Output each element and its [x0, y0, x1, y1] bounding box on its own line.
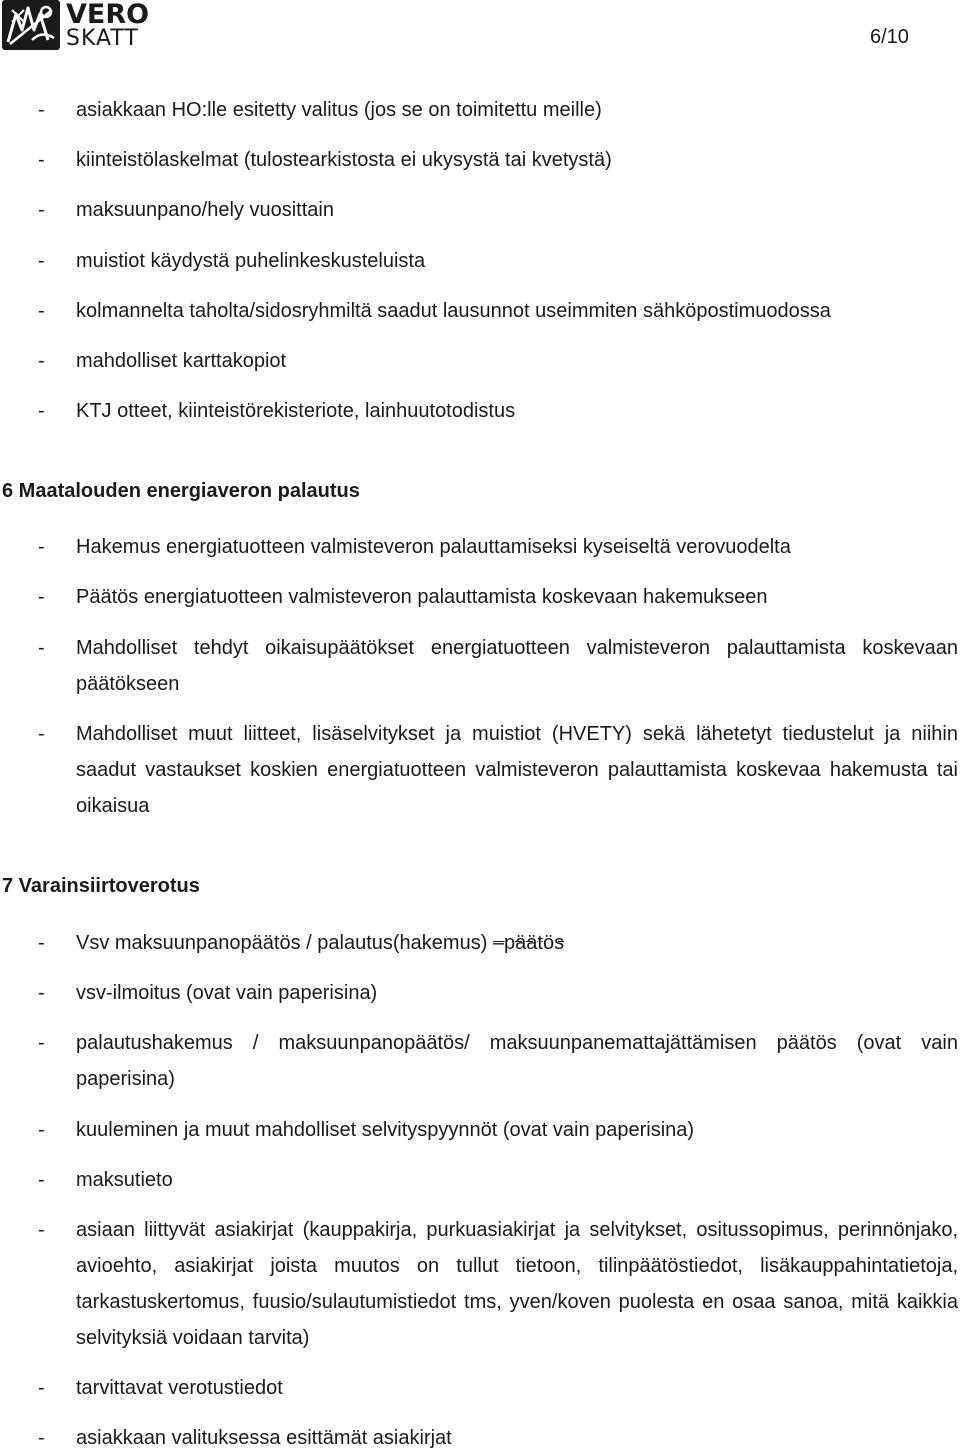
list-dash: -	[38, 400, 45, 422]
list-item-text	[76, 925, 958, 961]
list-dash: -	[38, 637, 45, 659]
list-item-text: kiinteistölaskelmat (tulostearkistosta ei ukysystä tai kvetystä)	[76, 149, 612, 171]
list-item-text: tarvittavat verotustiedot	[76, 1377, 283, 1399]
list-dash: -	[38, 723, 45, 745]
list-item-text: Päätös energiatuotteen valmisteveron palauttamista koskevaan hakemukseen	[76, 586, 768, 608]
list-dash: -	[38, 982, 45, 1004]
logo-skatt-text: SKATT	[66, 25, 139, 51]
list-item-text: Hakemus energiatuotteen valmisteveron palauttamiseksi kyseiseltä verovuodelta	[76, 536, 791, 558]
list-dash: -	[38, 536, 45, 558]
list-item-text: kuuleminen ja muut mahdolliset selvityspyynnöt (ovat vain paperisina)	[76, 1119, 695, 1141]
list-dash: -	[38, 99, 45, 121]
list-item-text: palautushakemus / maksuunpanopäätös/ maksuunpanemattajättämisen päätös (ovat vain paperisina)	[76, 1032, 958, 1090]
vero-skatt-logo	[2, 0, 149, 50]
list-item-text: Mahdolliset muut liitteet, lisäselvitykset ja muistiot (HVETY) sekä lähetetyt tiedustelut ja niihin saadut vastaukset koskien energiatuotteen valmisteveron palauttamista koskevaa hakemusta tai oikaisua	[76, 723, 958, 817]
section-heading-6: 6 Maatalouden energiaveron palautus	[2, 480, 360, 502]
list-item-text: Mahdolliset tehdyt oikaisupäätökset energiatuotteen valmisteveron palauttamista koskevaan päätökseen	[76, 637, 958, 695]
list-item-text: maksuunpano/hely vuosittain	[76, 199, 334, 221]
list-dash: -	[38, 1377, 45, 1399]
list-item-text: asiaan liittyvät asiakirjat (kauppakirja, purkuasiakirjat ja selvitykset, ositussopimus, perinnönjako, avioehto, asiakirjat joista muutos on tullut tietoon, tilinpäätöstiedot, lisäkauppahintatietoja, tarkastuskertomus, fuusio/sulautumistiedot tms, yven/koven puolesta en osaa sanoa, mitä kaikkia selvityksiä voidaan tarvita)	[76, 1219, 958, 1349]
vero-emblem-icon	[2, 0, 60, 50]
list-dash: -	[38, 350, 45, 372]
list-dash: -	[38, 199, 45, 221]
list-item-text: vsv-ilmoitus (ovat vain paperisina)	[76, 982, 378, 1004]
list-item-main-text: Vsv maksuunpanopäätös / palautus(hakemus)	[76, 932, 493, 954]
list-dash: -	[38, 1169, 45, 1191]
list-dash: -	[38, 300, 45, 322]
logo-vero-text: VERO	[66, 0, 150, 30]
list-dash: -	[38, 149, 45, 171]
list-item-text: mahdolliset karttakopiot	[76, 350, 287, 372]
page-number: 6/10	[870, 26, 909, 48]
list-dash: -	[38, 932, 45, 954]
list-dash: -	[38, 586, 45, 608]
logo-wordmark	[66, 1, 149, 50]
list-dash: -	[38, 250, 45, 272]
list-item-text: kolmannelta taholta/sidosryhmiltä saadut lausunnot useimmiten sähköpostimuodossa	[76, 300, 831, 322]
list-item-text: maksutieto	[76, 1169, 173, 1191]
list-item-text: muistiot käydystä puhelinkeskusteluista	[76, 250, 426, 272]
section-heading-7: 7 Varainsiirtoverotus	[2, 875, 200, 897]
list-dash: -	[38, 1119, 45, 1141]
list-item-text: KTJ otteet, kiinteistörekisteriote, lainhuutotodistus	[76, 400, 516, 422]
list-item-underlined-text: –päätös	[492, 932, 565, 954]
list-dash: -	[38, 1219, 45, 1241]
list-dash: -	[38, 1427, 45, 1449]
list-item-text: asiakkaan HO:lle esitetty valitus (jos se on toimitettu meille)	[76, 99, 602, 121]
list-item-text: asiakkaan valituksessa esittämät asiakirjat	[76, 1427, 452, 1449]
list-dash: -	[38, 1032, 45, 1054]
